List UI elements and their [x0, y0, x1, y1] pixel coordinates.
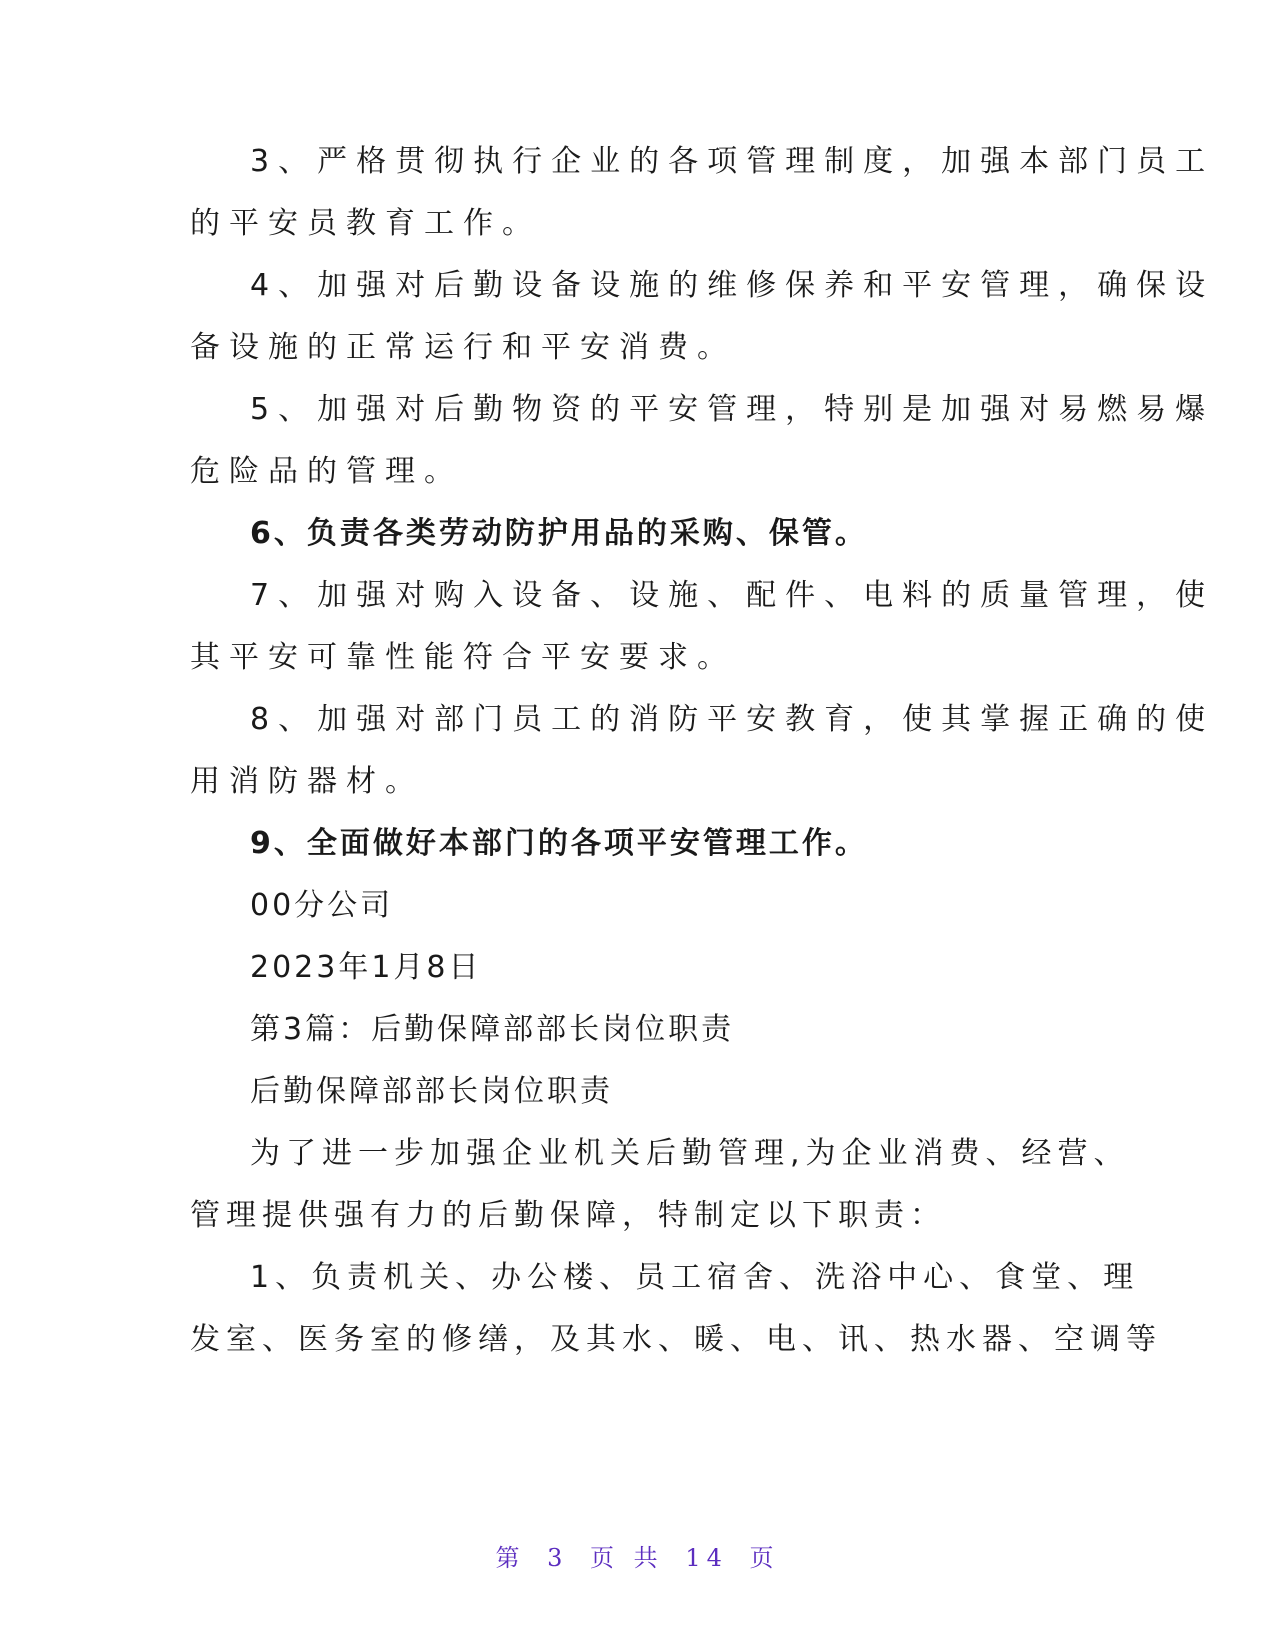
- footer-middle: 页 共: [590, 1544, 664, 1572]
- paragraph-1-line-2: 发室、医务室的修缮，及其水、暖、电、讯、热水器、空调等: [190, 1322, 1162, 1357]
- paragraph-4-line-1: 4、加强对后勤设备设施的维修保养和平安管理，确保设: [250, 268, 1215, 303]
- paragraph-7-line-1: 7、加强对购入设备、设施、配件、电料的质量管理，使: [250, 578, 1215, 613]
- paragraph-8-line-1: 8、加强对部门员工的消防平安教育，使其掌握正确的使: [250, 702, 1215, 737]
- intro-line-2: 管理提供强有力的后勤保障，特制定以下职责：: [190, 1198, 946, 1233]
- footer-prefix: 第: [495, 1544, 526, 1572]
- paragraph-5-line-1: 5、加强对后勤物资的平安管理，特别是加强对易燃易爆: [250, 392, 1215, 427]
- footer-suffix: 页: [749, 1544, 780, 1572]
- paragraph-3-line-2: 的平安员教育工作。: [190, 206, 541, 241]
- paragraph-4-line-2: 备设施的正常运行和平安消费。: [190, 330, 736, 365]
- paragraph-3-line-1: 3、严格贯彻执行企业的各项管理制度，加强本部门员工: [250, 144, 1215, 179]
- paragraph-8-line-2: 用消防器材。: [190, 764, 424, 799]
- paragraph-1-line-1: 1、负责机关、办公楼、员工宿舍、洗浴中心、食堂、理: [250, 1260, 1140, 1295]
- paragraph-7-line-2: 其平安可靠性能符合平安要求。: [190, 640, 736, 675]
- page-footer: [0, 1538, 1275, 1573]
- paragraph-9-bold: 9、全面做好本部门的各项平安管理工作。: [250, 826, 868, 861]
- chapter-title: 第3篇：后勤保障部部长岗位职责: [250, 1012, 735, 1047]
- paragraph-6-bold: 6、负责各类劳动防护用品的采购、保管。: [250, 516, 868, 551]
- paragraph-5-line-2: 危险品的管理。: [190, 454, 463, 489]
- footer-current-page: 3: [547, 1544, 569, 1572]
- intro-line-1: 为了进一步加强企业机关后勤管理,为企业消费、经营、: [250, 1136, 1130, 1171]
- document-date: 2023年1月8日: [250, 950, 482, 985]
- footer-total-pages: 14: [685, 1544, 728, 1572]
- section-heading: 后勤保障部部长岗位职责: [250, 1074, 613, 1109]
- company-name: 00分公司: [250, 888, 394, 923]
